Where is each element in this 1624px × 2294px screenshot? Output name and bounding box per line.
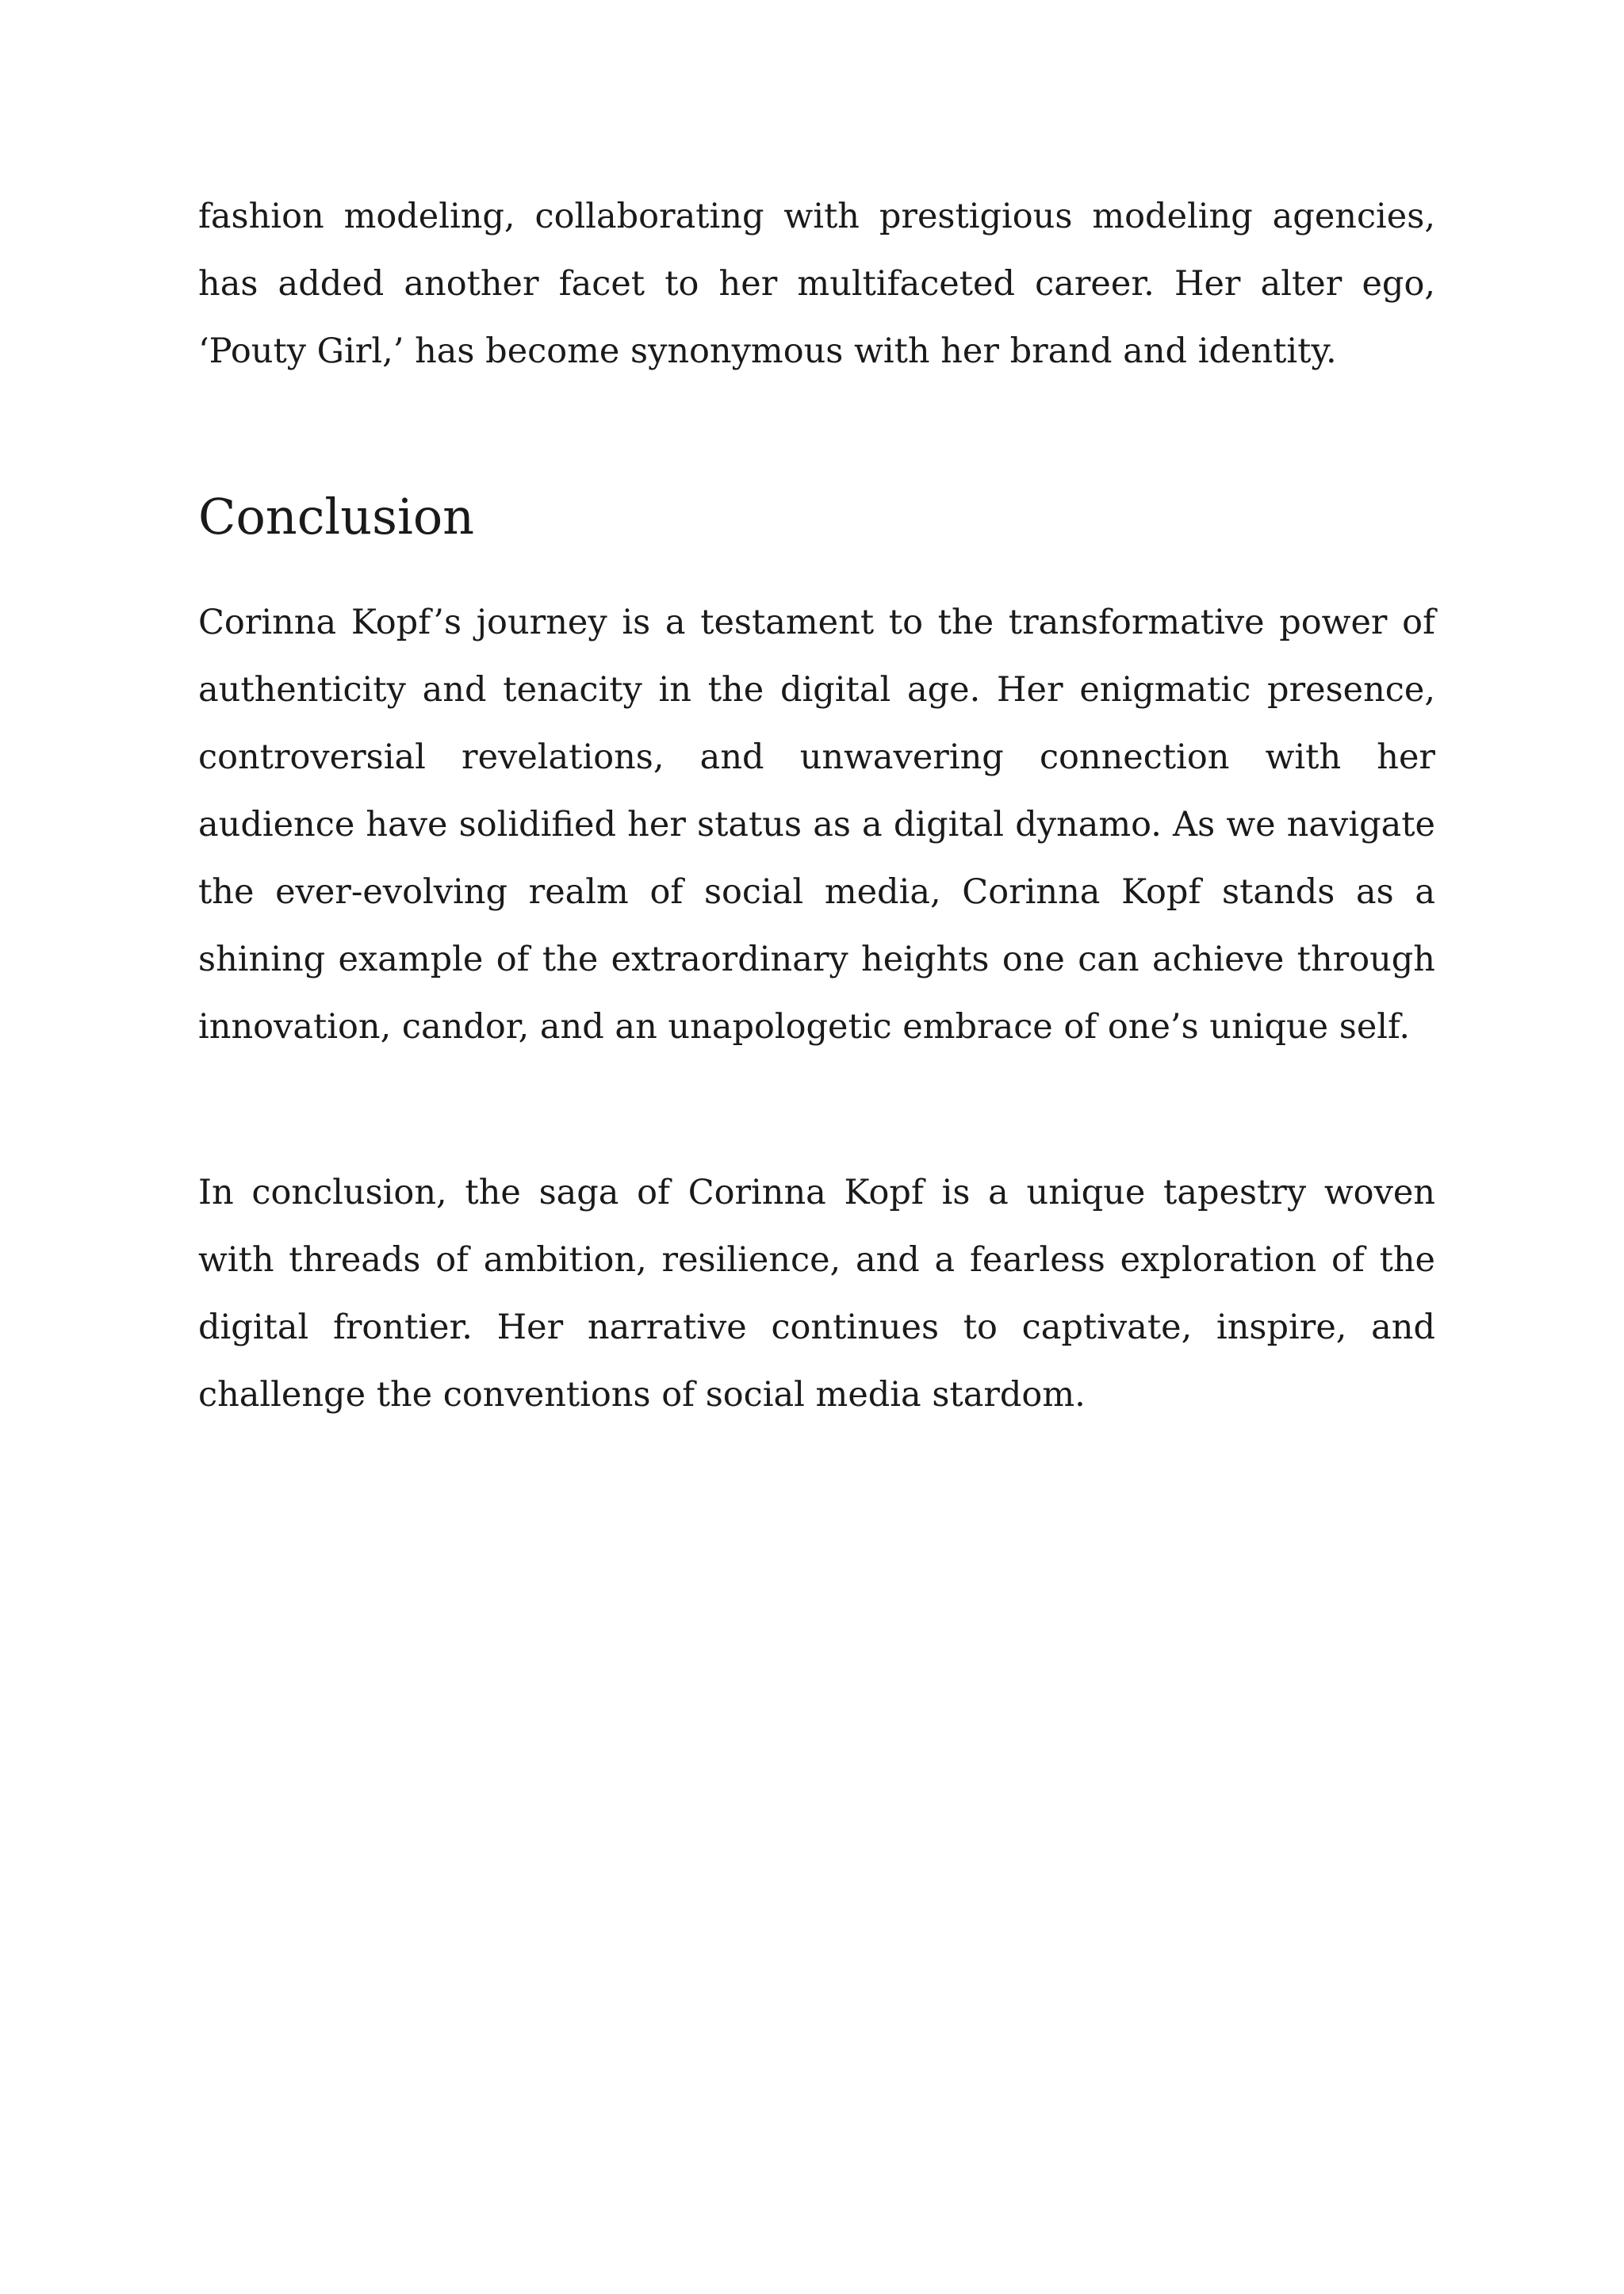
conclusion-paragraph-1: Corinna Kopf’s journey is a testament to the transformative power of authenticity and tenacity in the digital age. Her enigmatic presence, controversial revelations, and unwavering connection with her audience have solidified her status as a digital dynamo. As we navigate the ever-evolving realm of social media, Corinna Kopf stands as a shining example of the extraordinary heights one can achieve through innovation, candor, and an unapologetic embrace of one’s unique self. [198, 603, 1435, 1047]
intro-paragraph: fashion modeling, collaborating with prestigious modeling agencies, has added another facet to her multifaceted career. Her alter ego, ‘Pouty Girl,’ has become synonymous with her brand and identity. [198, 197, 1435, 371]
conclusion-heading: Conclusion [198, 488, 475, 546]
conclusion-paragraph-2: In conclusion, the saga of Corinna Kopf is a unique tapestry woven with threads of ambition, resilience, and a fearless exploration of the digital frontier. Her narrative continues to captivate, inspire, and challenge the conventions of social media stardom. [198, 1173, 1435, 1415]
